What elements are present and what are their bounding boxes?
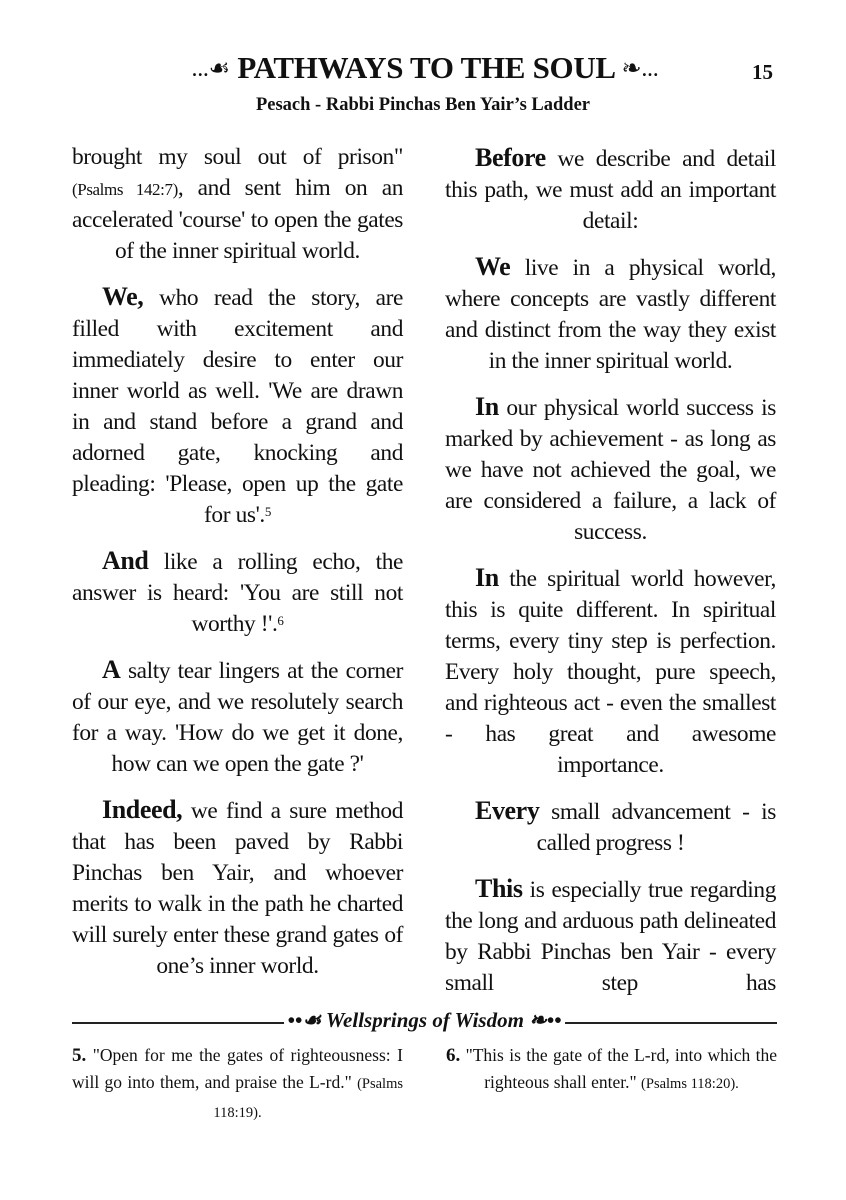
lead-word: A [102,655,121,684]
lead-word: This [475,874,523,903]
paragraph: Every small advancement - is called progress ! [475,796,776,856]
footnote-5: 5. "Open for me the gates of righteousness: I will go into them, and praise the L-rd." (Psalms 118:19). [72,1045,403,1121]
paragraph: Before we describe and detail this path, we must add an important detail: [445,143,776,234]
lead-word: In [475,392,499,421]
ornament-right-icon: ❧... [621,56,659,82]
page-number: 15 [752,60,773,84]
paragraph: And like a rolling echo, the answer is heard: 'You are still not worthy !'.$^6$ [72,546,403,637]
paragraph: In our physical world success is marked by achievement - as long as we have not achieved the goal, we are considered a failure, a lack of success. [445,392,776,545]
lead-word: We, [102,282,144,311]
paragraph: Indeed, we find a sure method that has been paved by Rabbi Pinchas ben Yair, and whoever merits to walk in the path he charted will surely enter these grand gates of one’s inner world. [72,795,403,979]
ornament-left-icon: ...☙ [191,56,230,82]
paragraph: We live in a physical world, where concepts are vastly different and distinct from the way they exist in the inner spiritual world. [445,252,776,374]
paragraph: brought my soul out of prison" (Psalms 142:7), and sent him on an accelerated 'course' to open the gates of the inner spiritual world. [72,144,403,264]
citation: (Psalms 118:19). [213,1076,403,1121]
right-column [445,142,776,1013]
book-title-text: PATHWAYS TO THE SOUL [237,50,615,85]
footnote-6: 6. "This is the gate of the L-rd, into which the righteous shall enter." (Psalms 118:20). [446,1045,777,1092]
paragraph: A salty tear lingers at the corner of our eye, and we resolutely search for a way. 'How do we get it done, how can we open the gate ?' [72,655,403,777]
footnote-marker[interactable]: 5 [264,504,271,519]
book-title [130,50,720,86]
left-column [72,142,403,996]
footnote-number: 6. [446,1045,461,1066]
lead-word: We [475,252,511,281]
paragraph: We, who read the story, are filled with excitement and immediately desire to enter our inner world as well. 'We are drawn in and stand before a grand and adorned gate, knocking and pleading: 'Please, open up the gate for us'.$^5$ [72,282,403,528]
footnote-divider [72,1008,777,1038]
footnote-number: 5. [72,1045,87,1066]
lead-word: Before [475,143,546,172]
paragraph: This is especially true regarding the long and arduous path delineated by Rabbi Pinchas ben Yair - every small step has [445,874,776,996]
chapter-subtitle: Pesach - Rabbi Pinchas Ben Yair’s Ladder [255,95,591,115]
divider-label: ••☙ Wellsprings of Wisdom ❧•• [284,1008,566,1033]
citation: (Psalms 142:7) [72,180,178,199]
lead-word: Indeed, [102,795,183,824]
citation: (Psalms 118:20). [641,1076,739,1092]
lead-word: And [102,546,149,575]
lead-word: In [475,563,499,592]
footnote-marker[interactable]: 6 [277,613,284,628]
lead-word: Every [475,796,540,825]
paragraph: In the spiritual world however, this is quite different. In spiritual terms, every tiny step is perfection. Every holy thought, pure speech, and righteous act - even the smallest - has great and awesome importance. [445,563,776,778]
running-header [0,50,846,90]
